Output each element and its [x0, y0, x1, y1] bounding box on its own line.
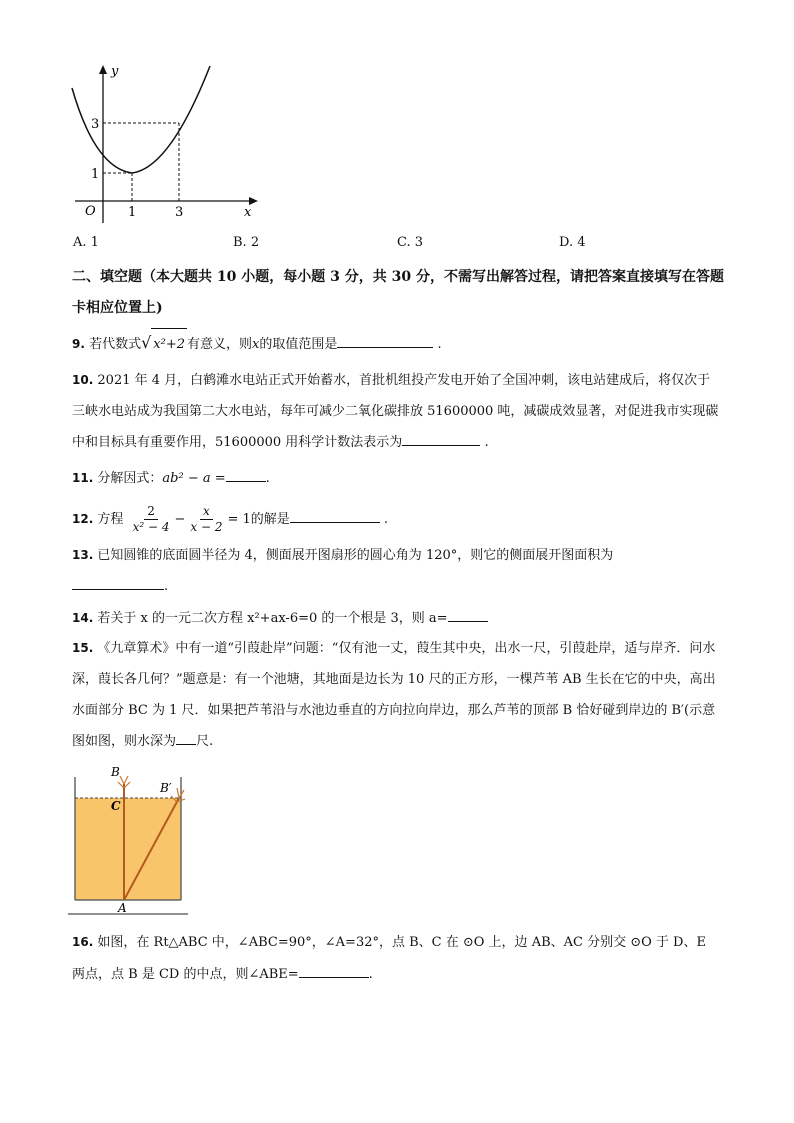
question-10: [72, 365, 722, 458]
q9-mid: 有意义，则: [187, 337, 253, 352]
q9-pre: 若代数式: [89, 337, 142, 352]
answer-blank[interactable]: [290, 508, 380, 523]
answer-blank[interactable]: [226, 467, 266, 482]
y-tick-1: 1: [91, 167, 100, 182]
question-number: 10.: [72, 373, 94, 387]
q14-text: 若关于 x 的一元二次方程 x²+ax-6=0 的一个根是 3，则 a=: [97, 611, 448, 626]
q11-expr: ab² − a =: [162, 471, 226, 486]
question-14: [72, 603, 722, 634]
fraction-1-numerator: 2: [144, 504, 158, 520]
fraction-2-numerator: x: [200, 504, 213, 520]
answer-blank[interactable]: [448, 607, 488, 622]
section-heading: 二、填空题（本大题共 10 小题，每小题 3 分，共 30 分，不需写出解答过程，请把答案直接填写在答题卡相应位置上): [72, 269, 724, 316]
question-number: 12.: [72, 512, 94, 526]
question-16: [72, 926, 722, 991]
fraction-1: [130, 504, 173, 535]
answer-blank[interactable]: [299, 963, 369, 978]
q13-end: .: [164, 579, 169, 594]
q9-radicand: x²+2: [151, 328, 187, 360]
q12-minus: −: [174, 512, 186, 527]
question-11: [72, 463, 722, 494]
q10-text: 2021 年 4 月，白鹤滩水电站正式开始蓄水，首批机组投产发电开始了全国冲刺，该电站建成后，将仅次于三峡水电站成为我国第二大水电站，每年可减少二氧化碳排放 51600000 吨，减碳成效显著，对促进我市实现碳中和目标具有重要作用，51600000 用科学计数法表示为: [72, 373, 719, 450]
q12-pre: 方程: [97, 512, 124, 527]
fraction-2-denominator: x − 2: [190, 520, 223, 534]
q12-end: .: [383, 512, 389, 527]
question-number: 11.: [72, 471, 94, 485]
parabola-graph: [60, 58, 270, 228]
answer-blank[interactable]: [402, 431, 480, 446]
q9-var: x: [252, 337, 260, 352]
option-b: B. 2: [233, 235, 260, 250]
label-c: C: [111, 799, 121, 813]
q16-end: .: [368, 967, 373, 982]
fraction-2: [187, 504, 225, 535]
question-9: [72, 327, 722, 360]
q11-end: .: [265, 471, 270, 486]
q15-end: 尺.: [196, 734, 214, 749]
answer-blank[interactable]: [72, 575, 164, 590]
label-a: A: [118, 901, 127, 915]
q12-post: 的解是: [250, 512, 290, 527]
fraction-1-denominator: x² − 4: [132, 520, 170, 534]
answer-blank[interactable]: [337, 333, 433, 348]
option-c: C. 3: [397, 235, 424, 250]
q10-end: .: [484, 435, 489, 450]
sqrt-icon: √: [141, 333, 152, 352]
answer-blank[interactable]: [176, 730, 196, 745]
option-a: A. 1: [73, 235, 99, 250]
pond-water: [75, 798, 181, 900]
question-12: [72, 500, 722, 539]
question-15: [72, 633, 722, 757]
q12-eq: = 1: [227, 512, 251, 527]
y-axis-label: y: [111, 64, 119, 79]
question-number: 15.: [72, 641, 94, 655]
origin-label: O: [85, 204, 96, 219]
x-tick-3: 3: [175, 205, 184, 220]
x-tick-1: 1: [128, 205, 137, 220]
pond-figure: [68, 762, 198, 918]
label-b: B: [111, 765, 120, 779]
option-d: D. 4: [559, 235, 586, 250]
q15-text: 《九章算术》中有一道“引葭赴岸”问题：“仅有池一丈，葭生其中央，出水一尺，引葭赴岸，适与岸齐．问水深，葭长各几何？”题意是：有一个池塘，其地面是边长为 10 尺的正方形，一棵芦苇 AB 生长在它的中央，高出水面部分 BC 为 1 尺．如果把芦苇沿与水池边垂直的方向拉向岸边，那么芦苇的顶部 B 恰好碰到岸边的 B′(示意图如图，则水深为: [72, 641, 716, 749]
question-13: [72, 540, 722, 602]
q11-pre: 分解因式：: [97, 471, 163, 486]
label-b-prime: B′: [160, 781, 172, 795]
question-number: 9.: [72, 337, 85, 351]
q9-end: .: [437, 337, 442, 352]
q13-text: 已知圆锥的底面圆半径为 4，侧面展开图扇形的圆心角为 120°，则它的侧面展开图面积为: [97, 548, 614, 563]
question-number: 16.: [72, 935, 94, 949]
q16-text: 如图，在 Rt△ABC 中，∠ABC=90°，∠A=32°，点 B、C 在 ⊙O 上，边 AB、AC 分别交 ⊙O 于 D、E 两点，点 B 是 CD 的中点，则∠ABE=: [72, 935, 706, 982]
x-axis-label: x: [244, 205, 252, 220]
question-number: 13.: [72, 548, 94, 562]
q9-post: 的取值范围是: [259, 337, 338, 352]
y-tick-3: 3: [91, 117, 100, 132]
question-number: 14.: [72, 611, 94, 625]
